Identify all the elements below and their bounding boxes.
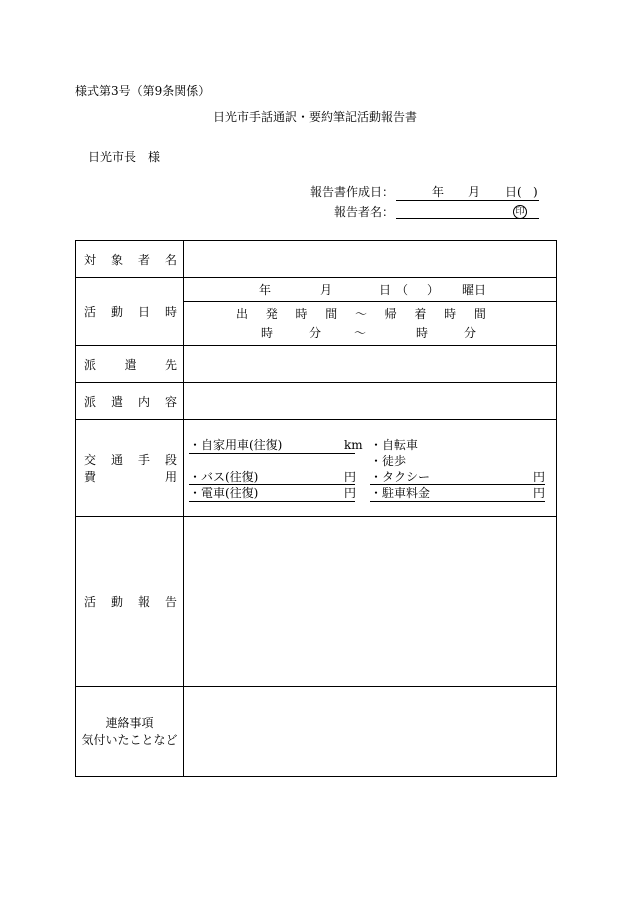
parking-underline (370, 501, 545, 502)
bus-option: ・バス(往復) (189, 470, 259, 484)
target-label: 対 象 者 名 (84, 252, 177, 267)
activity-report-label: 活 動 報 告 (84, 595, 177, 609)
dispatch-content-label: 派 遣 内 容 (84, 394, 177, 409)
activity-datetime-label: 活 動 日 時 (84, 305, 177, 319)
notes-input-cell[interactable] (184, 687, 557, 777)
addressee: 日光市長 様 (88, 150, 161, 164)
activity-date-day: 日 (379, 283, 392, 297)
activity-datetime-divider (184, 301, 556, 302)
dispatch-place-input-cell[interactable] (184, 346, 557, 383)
activity-datetime-label-cell (76, 278, 184, 346)
activity-report-label-cell (76, 517, 184, 687)
parking-option: ・駐車料金 (370, 486, 431, 500)
time-hour-end: 時 (416, 326, 429, 340)
activity-date-paren-open: （ (396, 283, 409, 297)
bus-underline (189, 484, 355, 485)
transport-cell[interactable] (184, 420, 557, 517)
taxi-option: ・タクシー (370, 470, 431, 484)
taxi-unit: 円 (533, 470, 546, 484)
row-dispatch-place (76, 346, 557, 383)
notes-label-line2: 気付いたことなど (81, 732, 178, 747)
activity-report-input-cell[interactable] (184, 517, 557, 687)
transport-label-top: 交 通 手 段 (84, 453, 177, 467)
row-activity-report (76, 517, 557, 687)
activity-date-year: 年 (259, 283, 272, 297)
report-date-underline (396, 200, 539, 201)
time-min-start: 分 (309, 326, 322, 340)
notes-label-cell (76, 687, 184, 777)
document-title: 日光市手話通訳・要約筆記活動報告書 (212, 110, 417, 124)
dispatch-place-label-cell (76, 346, 184, 383)
target-label-cell (76, 241, 184, 278)
reporter-label: 報告者名： (333, 205, 394, 219)
report-date-day: 日( (505, 185, 522, 199)
row-target (76, 241, 557, 278)
parking-unit: 円 (533, 486, 546, 500)
notes-label-line1: 連絡事項 (105, 715, 154, 730)
bicycle-option: ・自転車 (370, 438, 419, 452)
activity-date-month: 月 (320, 283, 333, 297)
row-notes (76, 687, 557, 777)
walk-option: ・徒歩 (370, 454, 407, 468)
train-option: ・電車(往復) (189, 486, 259, 500)
own-car-unit: km (344, 438, 363, 452)
activity-date-paren-close: ） (427, 283, 440, 297)
activity-datetime-cell[interactable] (184, 278, 557, 346)
train-underline (189, 501, 355, 502)
seal-mark: 印 (513, 205, 527, 219)
train-unit: 円 (344, 486, 357, 500)
time-header: 出 発 時 間 ～ 帰 着 時 間 (236, 307, 486, 321)
own-car-option: ・自家用車(往復) (189, 438, 283, 452)
taxi-underline (370, 484, 545, 485)
report-date-year: 年 (432, 185, 445, 199)
transport-label-cell (76, 420, 184, 517)
row-activity-datetime (76, 278, 557, 346)
bus-unit: 円 (344, 470, 357, 484)
row-transport (76, 420, 557, 517)
dispatch-content-input-cell[interactable] (184, 383, 557, 420)
report-date-label: 報告書作成日： (309, 185, 394, 199)
time-min-end: 分 (464, 326, 477, 340)
own-car-underline (189, 453, 355, 454)
time-tilde: ～ (354, 326, 367, 340)
transport-label-bottom: 費 用 (84, 470, 177, 484)
form-number: 様式第3号（第9条関係） (75, 84, 211, 98)
target-input-cell[interactable] (184, 241, 557, 278)
row-dispatch-content (76, 383, 557, 420)
activity-date-weekday: 曜日 (462, 283, 487, 297)
dispatch-place-label: 派 遣 先 (84, 357, 177, 372)
reporter-underline (396, 218, 539, 219)
report-date-month: 月 (468, 185, 481, 199)
report-date-close: ) (533, 185, 538, 199)
dispatch-content-label-cell (76, 383, 184, 420)
report-table (75, 240, 557, 777)
time-hour-start: 時 (261, 326, 274, 340)
